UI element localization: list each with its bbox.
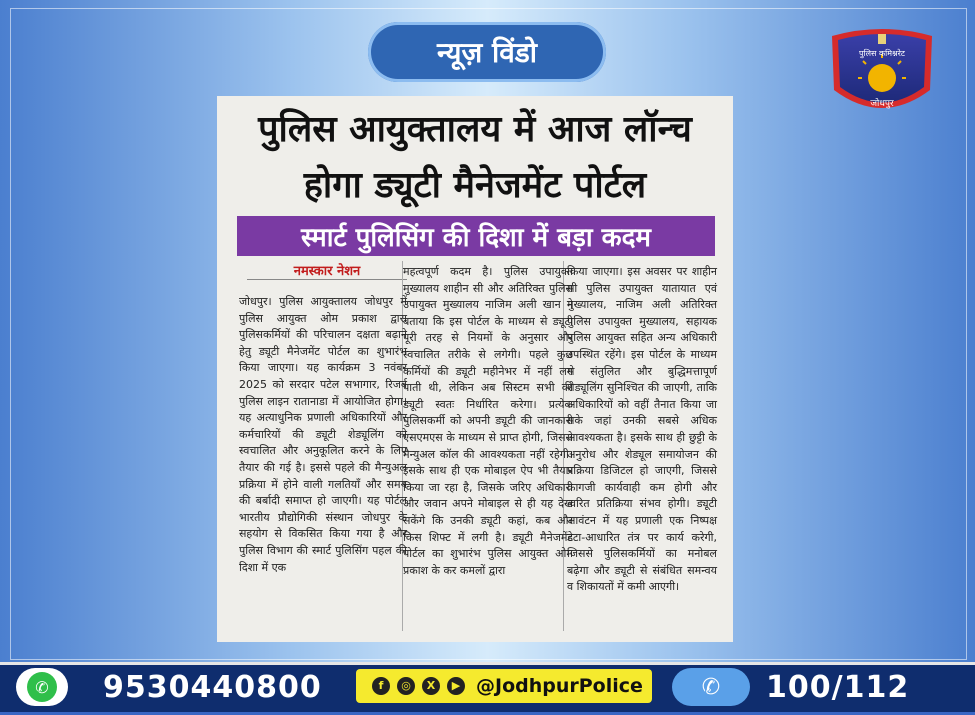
police-commissionerate-logo	[826, 24, 938, 124]
contact-footer-bar	[0, 662, 975, 715]
phone-call-icon: ✆	[672, 668, 750, 706]
news-window-title: न्यूज़ विंडो	[368, 22, 606, 82]
byline: नमस्कार नेशन	[247, 261, 407, 280]
whatsapp-number: 9530440800	[103, 670, 322, 705]
x-icon: X	[422, 677, 440, 695]
article-column-2: महत्वपूर्ण कदम है। पुलिस उपायुक्त मुख्यालय शाहीन सी और अतिरिक्त पुलिस उपायुक्त मुख्यालय नाजिम अली खान ने बताया कि इस पोर्टल के माध्यम से ड्यूटी पूरी तरह से नियमों के अनुसार और स्वचालित तरीके से लगेगी। पहले कुछ कर्मियों की ड्यूटी महीनेभर में नहीं लग पाती थी, लेकिन अब सिस्टम सभी की ड्यूटी स्वतः निर्धारित करेगा। प्रत्येक पुलिसकर्मी को अपनी ड्यूटी की जानकारी एसएमएस के माध्यम से प्राप्त होगी, जिससे मैन्युअल कॉल की आवश्यकता नहीं रहेगी। इसके साथ ही एक मोबाइल ऐप भी तैयार किया जा रहा है, जिसके जरिए अधिकारी और जवान अपने मोबाइल से ही यह देख सकेंगे कि उनकी ड्यूटी कहां, कब और किस शिफ्ट में लगी है। ड्यूटी मैनेजमेंट पोर्टल का शुभारंभ पुलिस आयुक्त ओम प्रकाश के कर कमलों द्वारा	[403, 265, 573, 577]
whatsapp-icon: ✆	[16, 668, 68, 706]
social-handle-box	[356, 669, 652, 703]
facebook-icon: f	[372, 677, 390, 695]
youtube-icon: ▶	[447, 677, 465, 695]
logo-text-bottom: जोधपुर	[870, 99, 894, 109]
article-column-1: जोधपुर। पुलिस आयुक्तालय जोधपुर में पुलिस आयुक्त ओम प्रकाश द्वारा पुलिसकर्मियों की परिचालन दक्षता बढ़ाने हेतु ड्यूटी मैनेजमेंट पोर्टल का शुभारंभ किया जाएगा। यह कार्यक्रम 3 नवंबर 2025 को सरदार पटेल सभागार, रिजर्व पुलिस लाइन रातानाडा में आयोजित होगा। यह अत्याधुनिक प्रणाली अधिकारियों और कर्मचारियों की ड्यूटी शेड्यूलिंग को स्वचालित और अनुकूलित करने के लिए तैयार की गई है। इससे पहले की मैन्युअल प्रक्रिया में होने वाली गलतियाँ और समय की बर्बादी समाप्त हो जाएगी। यह पोर्टल भारतीय प्रौद्योगिकी संस्थान जोधपुर के सहयोग से विकसित किया गया है और पुलिस विभाग की स्मार्ट पुलिसिंग पहल की दिशा में एक	[239, 295, 407, 574]
newspaper-clipping	[217, 96, 733, 642]
article-column-3: किया जाएगा। इस अवसर पर शाहीन सी पुलिस उपायुक्त यातायात एवं मुख्यालय, नाजिम अली अतिरिक्त पुलिस उपायुक्त मुख्यालय, सहायक पुलिस आयुक्त सहित अन्य अधिकारी उपस्थित रहेंगे। इस पोर्टल के माध्यम से संतुलित और बुद्धिमत्तापूर्ण शेड्यूलिंग सुनिश्चित की जाएगी, ताकि अधिकारियों को वहीं तैनात किया जा सके जहां उनकी सबसे अधिक आवश्यकता है। इसके साथ ही छुट्टी के अनुरोध और शेड्यूल समायोजन की प्रक्रिया डिजिटल हो जाएगी, जिससे कागजी कार्यवाही कम होगी और त्वरित प्रतिक्रिया संभव होगी। ड्यूटी आवंटन में यह प्रणाली एक निष्पक्ष डेटा-आधारित तंत्र पर कार्य करेगी, जिससे पुलिसकर्मियों का मनोबल बढ़ेगा और ड्यूटी से संबंधित समन्वय व शिकायतों में कमी आएगी।	[567, 265, 717, 594]
headline	[217, 102, 733, 214]
emergency-numbers: 100/112	[766, 670, 910, 705]
footer-stripe	[0, 662, 975, 665]
social-handle: @JodhpurPolice	[476, 675, 643, 697]
logo-text-top: पुलिस कमिश्नरेट	[859, 49, 905, 58]
instagram-icon: ◎	[397, 677, 415, 695]
subheadline: स्मार्ट पुलिसिंग की दिशा में बड़ा कदम	[237, 216, 715, 256]
headline-line-2: होगा ड्यूटी मैनेजमेंट पोर्टल	[303, 165, 647, 206]
headline-line-1: पुलिस आयुक्तालय में आज लॉन्च	[258, 109, 692, 150]
